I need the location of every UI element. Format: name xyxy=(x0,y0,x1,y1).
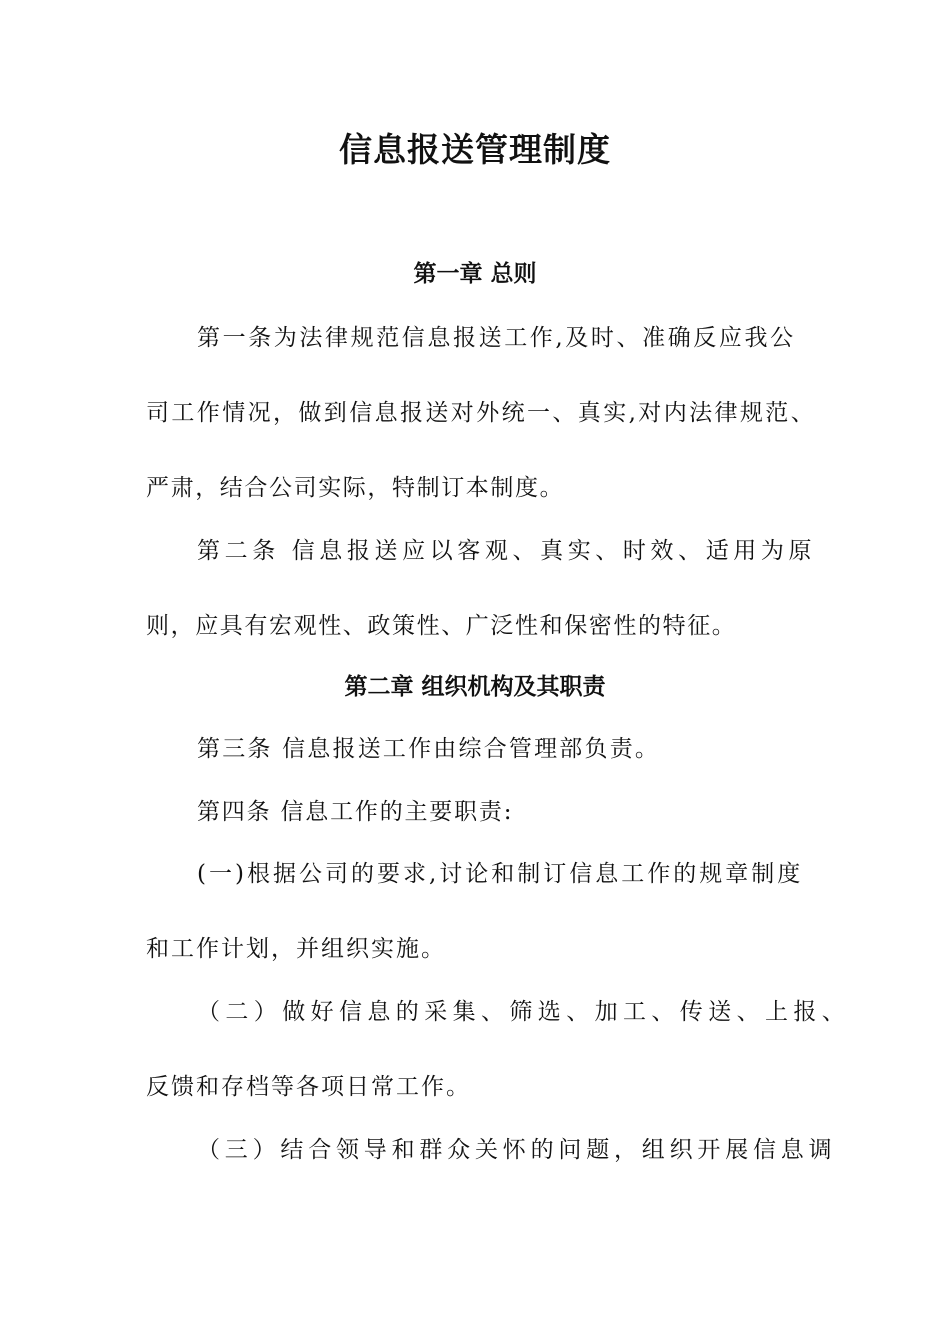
paragraph-line: 和工作计划，并组织实施。 xyxy=(146,936,446,962)
paragraph-line: 第三条 信息报送工作由综合管理部负责。 xyxy=(197,736,661,762)
paragraph-line: 第一条为法律规范信息报送工作,及时、准确反应我公 xyxy=(197,325,796,351)
paragraph-line: 严肃，结合公司实际，特制订本制度。 xyxy=(146,475,565,501)
chapter-heading-1: 第一章 总则 xyxy=(413,260,537,287)
document-title: 信息报送管理制度 xyxy=(339,130,611,169)
chapter-heading-2: 第二章 组织机构及其职责 xyxy=(344,673,606,700)
paragraph-line: 则，应具有宏观性、政策性、广泛性和保密性的特征。 xyxy=(146,613,737,639)
paragraph-line: 第二条 信息报送应以客观、真实、时效、适用为原 xyxy=(197,538,817,564)
paragraph-line: 第四条 信息工作的主要职责: xyxy=(197,799,514,825)
paragraph-line: (一)根据公司的要求,讨论和制订信息工作的规章制度 xyxy=(197,861,804,887)
paragraph-line: （二）做好信息的采集、筛选、加工、传送、上报、 xyxy=(197,999,851,1025)
paragraph-line: 反馈和存档等各项日常工作。 xyxy=(146,1074,471,1100)
paragraph-line: （三）结合领导和群众关怀的问题，组织开展信息调 xyxy=(197,1137,837,1163)
paragraph-line: 司工作情况，做到信息报送对外统一、真实,对内法律规范、 xyxy=(146,400,817,426)
